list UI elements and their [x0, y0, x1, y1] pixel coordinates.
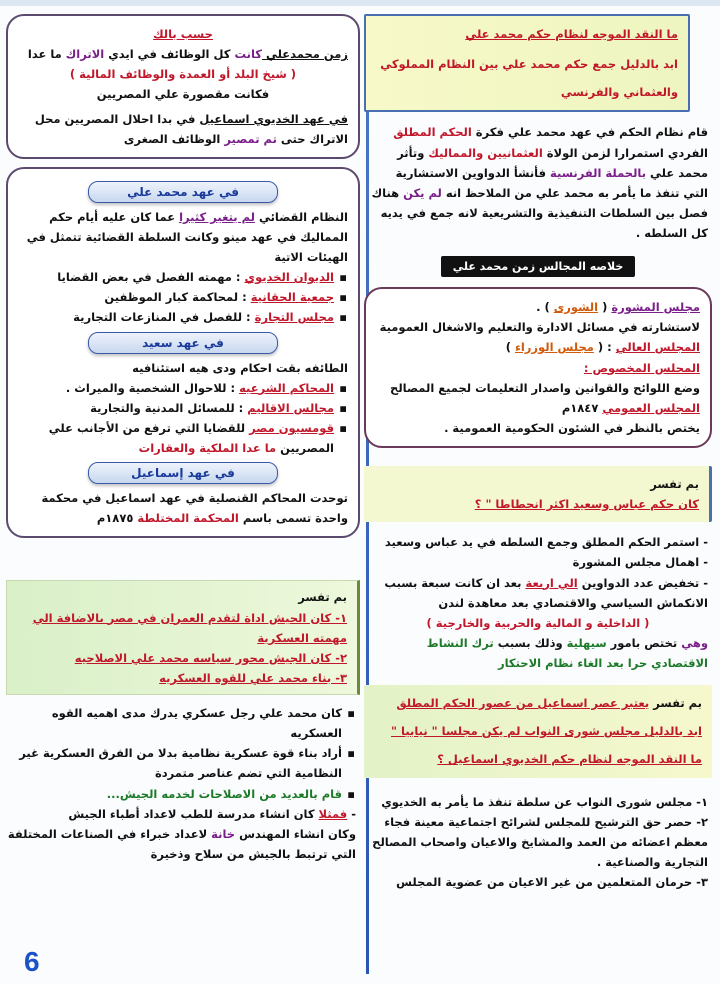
- council-consult: [376, 297, 700, 317]
- judiciary-list: [18, 267, 348, 327]
- army-engineering-school: خانة: [211, 826, 236, 841]
- question-box-3: [364, 685, 712, 777]
- answer3-line1: ١- مجلس شورى النواب عن سلطة تنفذ ما يأمر به الخديوي: [381, 794, 708, 809]
- said-item-name: مجالس الاقاليم: [247, 400, 334, 415]
- answer2-text: بعد ان كانت سبعة بسبب الانكماش السياسي والاقتصادي بعد معاهدة لندن: [384, 575, 708, 610]
- remember-box: [6, 14, 360, 159]
- answer3-line2: ٢- حصر حق الترشيح للمجلس لشرائح اجتماعية معينة فجاء معظم اعضائه من العمد والمشايخ والاعيان واصحاب المصالح التجارية والصناعية .: [372, 814, 708, 869]
- remember-text: ما عدا: [27, 47, 66, 62]
- judiciary-box: [6, 167, 360, 539]
- answer2-easy: سيهلية: [566, 635, 607, 650]
- council-high-name: المجلس العالي: [615, 340, 700, 355]
- army-q-line3: ٣- بناء محمد علي للقوه العسكريه: [159, 670, 347, 685]
- army-engineering-text: لاعداد خبراء في الصناعات المختلفة التي ترتبط بالجيش من سلاح وذخيرة: [7, 826, 356, 861]
- remember-egyptianize: تم تمصير: [224, 131, 277, 146]
- council-consult-role: لاستشارته في مسائل الادارة والتعليم والاشغال العمومية: [379, 320, 700, 335]
- answer2-line4: ( الداخلية و المالية والحربية والخارجية ): [426, 615, 650, 630]
- q1-line2: ابد بالدليل جمع حكم محمد علي بين النظام المملوكي: [380, 57, 678, 72]
- council-general-role: يختص بالنظر في الشئون الحكومية العمومية .: [444, 420, 700, 435]
- remember-was: كانت: [234, 47, 262, 62]
- council-consult-name: مجلس المشورة: [611, 300, 700, 315]
- question-box-2: [364, 466, 712, 522]
- answer2-line5: [368, 633, 708, 673]
- answer2-free-economy: ترك النشاط الاقتصادي حرا بعد الغاء نظام الاحتكار: [426, 635, 708, 670]
- remember-line1: [18, 44, 348, 64]
- councils-box: [364, 287, 712, 448]
- council-high-text: ): [505, 340, 515, 355]
- q2-text: كان حكم عباس وسعيد اكثر انحطاطا " ؟: [474, 497, 699, 512]
- judiciary-item: [18, 287, 334, 307]
- army-answer-item: ▪ قام بالعديد من الاصلاحات لخدمه الجيش...: [6, 784, 342, 804]
- answer-1: [364, 122, 712, 243]
- q3-line3: ما النقد الموجه لنظام حكم الخديوي اسماعيل ؟: [437, 752, 702, 767]
- answer1-absolute-rule: الحكم المطلق: [393, 125, 472, 140]
- said-item: [18, 398, 334, 418]
- q3-line2: ابد بالدليل مجلس شورى النواب لم يكن مجلسا " نيابيا ": [391, 724, 702, 739]
- answer1-french: بالحملة الفرنسية: [550, 165, 647, 180]
- remember-text: كل الوظائف في ايدي: [104, 47, 235, 62]
- q2-label: بم تفسر: [650, 477, 699, 491]
- judiciary-item: [18, 307, 334, 327]
- army-q-line2: ٢- كان الجيش محور سياسه محمد علي الاصلاحيه: [74, 650, 347, 665]
- council-general-name: المجلس العمومي: [602, 400, 700, 415]
- council-special: المجلس المخصوص :: [583, 360, 700, 375]
- q3-line1: [374, 693, 702, 713]
- army-answer-item: ▪ كان محمد علي رجل عسكري يدرك مدى اهميه القوه العسكريه: [6, 703, 342, 743]
- said-item-except: ما عدا الملكية والعقارات: [138, 441, 277, 455]
- remember-line2: ( شيخ البلد أو العمدة والوظائف المالية ): [69, 67, 297, 82]
- councils-tag: خلاصه المجالس زمن محمد علي: [441, 256, 636, 277]
- q1-line1: ما النقد الموجه لنظام حكم محمد علي: [465, 27, 678, 41]
- judiciary-text: النظام القضائي: [254, 209, 348, 224]
- answer2-text: تختص بامور: [606, 635, 682, 650]
- said-item: [18, 378, 334, 398]
- said-item: [18, 418, 334, 458]
- ismail-year: ١٨٧٥م: [96, 511, 138, 526]
- answer2-text: وذلك بسبب: [493, 635, 567, 650]
- council-high-text: : (: [593, 340, 616, 355]
- judiciary-item-role: : مهمته الفصل في بعض القضايا: [57, 270, 245, 285]
- said-item-name: المحاكم الشرعيه: [239, 380, 334, 395]
- answer2-which: وهي: [681, 635, 708, 650]
- q3-ismail-absolute: يعتبر عصر اسماعيل من عصور الحكم المطلق: [396, 696, 650, 711]
- ismail-mixed-court: المحكمة المختلطة: [137, 511, 239, 526]
- judiciary-intro: [18, 207, 348, 267]
- answer2-line3: [368, 573, 708, 613]
- pill-muhammad-ali: في عهد محمد علي: [88, 181, 278, 203]
- council-consult-text: ) .: [536, 300, 554, 315]
- remember-text: الوظائف الصغرى: [123, 131, 225, 146]
- answer1-text: هناك فصل بين السلطات التنفيذية والتشريعية لانه جمع في يديه كل السلطه .: [371, 185, 708, 240]
- q3-label: بم تفسر: [649, 696, 702, 711]
- right-column: [364, 14, 712, 892]
- judiciary-item-role: : لمحاكمة كبار الموظفين: [104, 290, 251, 305]
- councils-tag-wrap: [364, 255, 712, 277]
- council-consult-shura: الشورى: [553, 300, 599, 315]
- judiciary-item-name: الديوان الخديوي: [244, 270, 334, 285]
- remember-line3: فكانت مقصورة علي المصريين: [96, 87, 270, 102]
- remember-text: زمن محمدعلي: [261, 47, 348, 62]
- army-example-label: فمثلا: [318, 806, 348, 821]
- answer1-text: وتأثر محمد علي: [397, 145, 708, 180]
- pill-said: في عهد سعيد: [88, 332, 278, 354]
- answer3-line3: ٣- حرمان المتعلمين من غير الاعيان من عضوية المجلس: [396, 875, 708, 889]
- answer-3: [364, 792, 712, 893]
- answer1-text: فأنشأ الدواوين الاستشارية التي تنفذ ما يأمر به محمد علي من الملاحظ انه: [395, 165, 708, 200]
- army-q-line1: ١- كان الجيش اداة لتقدم العمران في مصر بالاضافة الي مهمته العسكرية: [32, 610, 347, 645]
- council-high: [376, 337, 700, 357]
- judiciary-text: عما كان عليه أيام حكم المماليك في عهد مينو وكانت السلطة القضائية تتمثل في الهيئات الاتية: [26, 209, 348, 264]
- left-column: [6, 14, 360, 864]
- judiciary-item-name: مجلس التجارة: [254, 310, 334, 325]
- army-example-text: كان انشاء مدرسة للطب لاعداد أطباء الجيش: [68, 806, 319, 821]
- judiciary-item-name: جمعية الحقانية: [250, 290, 334, 305]
- answer-2: [364, 532, 712, 673]
- answer2-line1: - استمر الحكم المطلق وجمع السلطه في يد عباس وسعيد: [384, 535, 708, 550]
- army-answer-engineering: [6, 824, 360, 864]
- said-item-role: للقضايا التي ترفع من الأجانب علي المصريين: [48, 420, 334, 455]
- army-engineering-text: وكان انشاء المهندس: [235, 826, 356, 841]
- said-item-role: : للمسائل المدنية والتجارية: [90, 400, 248, 415]
- said-item-role: : للاحوال الشخصية والميراث .: [65, 380, 240, 395]
- answer2-text: - تخفيض عدد الدواوين: [577, 575, 708, 590]
- answer1-text: الفردي استمرارا لزمن الولاة: [542, 145, 708, 160]
- answer2-line2: - اهمال مجلس المشورة: [572, 555, 708, 570]
- council-high-ministers: مجلس الوزراء: [514, 340, 594, 355]
- question-box-1: [364, 14, 690, 112]
- council-general: [376, 398, 700, 418]
- army-q-label: بم تفسر: [298, 590, 347, 605]
- answer1-no-separation: لم يكن: [403, 185, 442, 200]
- army-question-box: [6, 580, 360, 695]
- army-answer-example: [6, 804, 360, 824]
- said-intro: الطائفه بقت احكام ودى هيه استئنافيه: [132, 360, 348, 375]
- remember-turks: الاتراك: [65, 47, 105, 62]
- remember-text: في بدا احلال المصريين محل الاتراك حتى: [34, 111, 348, 146]
- top-strip: [0, 0, 720, 6]
- army-example-dash: -: [347, 806, 356, 821]
- remember-title: حسب بالك: [153, 27, 213, 41]
- remember-ismail: في عهد الخديوي اسماعيل: [199, 111, 348, 126]
- council-general-year: ١٨٤٧م: [561, 400, 603, 415]
- judiciary-item-role: : للفصل في المنازعات التجارية: [73, 310, 255, 325]
- army-answer-list: [6, 703, 360, 804]
- answer2-four: الي اربعة: [525, 575, 578, 590]
- army-answer-item: ▪ أراد بناء قوة عسكرية نظامية بدلا من الفرق العسكرية غير النظامية التي تضم عناصر متمردة: [6, 743, 342, 783]
- council-consult-text: (: [598, 300, 612, 315]
- ismail-text: [18, 488, 348, 528]
- q1-line3: والعثماني والفرنسي: [560, 85, 678, 100]
- page-number: 6: [24, 946, 40, 977]
- said-item-name: قومسيون مصر: [249, 420, 334, 435]
- answer1-text: قام نظام الحكم في عهد محمد علي فكرة: [471, 125, 708, 140]
- ismail-text-part: توحدت المحاكم القنصلية في عهد اسماعيل في محكمة واحدة تسمى باسم: [41, 491, 348, 526]
- judiciary-item: [18, 267, 334, 287]
- judiciary-unchanged: لم يتغير كثيرا: [179, 209, 255, 224]
- council-special-role: وضع اللوائح والقوانين واصدار التعليمات لجميع المصالح: [390, 380, 700, 395]
- pill-ismail: في عهد إسماعيل: [88, 462, 278, 484]
- remember-line4: [18, 109, 348, 149]
- answer1-ottomans: العثمانيين والمماليك: [428, 145, 543, 160]
- said-list: [18, 378, 348, 459]
